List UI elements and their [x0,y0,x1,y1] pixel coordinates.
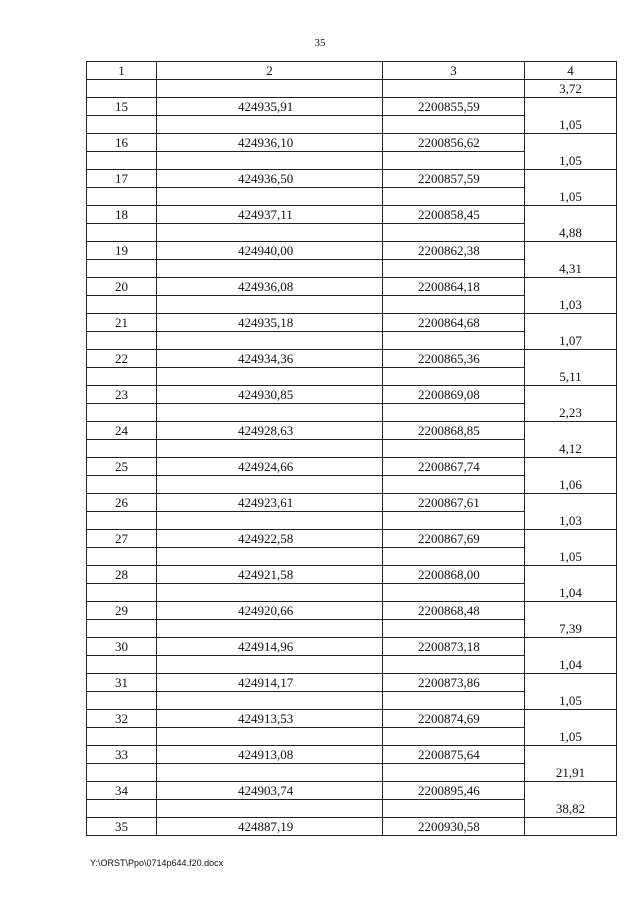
empty-cell [383,656,525,674]
segment-length: 1,03 [525,512,617,530]
empty-cell [157,404,383,422]
empty-cell [157,692,383,710]
empty-cell [383,800,525,818]
empty-cell [87,656,157,674]
point-number: 27 [87,530,157,548]
point-number: 23 [87,386,157,404]
segment-row [87,224,617,242]
empty-cell [525,674,617,692]
empty-cell [157,656,383,674]
x-coordinate: 424887,19 [157,818,383,836]
empty-cell [525,98,617,116]
y-coordinate: 2200858,45 [383,206,525,224]
empty-cell [87,800,157,818]
segment-length: 1,03 [525,296,617,314]
empty-cell [525,206,617,224]
y-coordinate: 2200865,36 [383,350,525,368]
segment-row [87,548,617,566]
x-coordinate: 424936,10 [157,134,383,152]
y-coordinate: 2200864,68 [383,314,525,332]
segment-row [87,512,617,530]
x-coordinate: 424913,08 [157,746,383,764]
y-coordinate: 2200895,46 [383,782,525,800]
segment-length: 4,31 [525,260,617,278]
y-coordinate: 2200855,59 [383,98,525,116]
column-header-length: 4 [525,62,617,80]
empty-cell [87,404,157,422]
segment-row [87,260,617,278]
segment-row [87,692,617,710]
segment-row [87,296,617,314]
empty-cell [87,548,157,566]
table-row [87,98,617,116]
empty-cell [87,224,157,242]
table-row [87,134,617,152]
empty-cell [525,170,617,188]
point-number: 22 [87,350,157,368]
x-coordinate: 424914,17 [157,674,383,692]
table-row [87,206,617,224]
empty-cell [383,224,525,242]
x-coordinate: 424923,61 [157,494,383,512]
empty-cell [383,512,525,530]
empty-cell [87,728,157,746]
empty-cell [383,764,525,782]
empty-cell [157,188,383,206]
point-number: 15 [87,98,157,116]
empty-cell [157,476,383,494]
empty-cell [383,548,525,566]
table-row [87,170,617,188]
y-coordinate: 2200874,69 [383,710,525,728]
empty-cell [87,620,157,638]
segment-length: 1,05 [525,152,617,170]
empty-cell [383,368,525,386]
empty-cell [157,728,383,746]
page-number: 35 [314,37,326,49]
empty-cell [525,710,617,728]
table-row [87,602,617,620]
table-row [87,386,617,404]
table-row [87,422,617,440]
table-row [87,278,617,296]
empty-cell [383,116,525,134]
segment-row [87,620,617,638]
empty-cell [157,764,383,782]
y-coordinate: 2200875,64 [383,746,525,764]
segment-length: 1,06 [525,476,617,494]
segment-length: 5,11 [525,368,617,386]
empty-cell [525,566,617,584]
x-coordinate: 424936,50 [157,170,383,188]
y-coordinate: 2200867,69 [383,530,525,548]
x-coordinate: 424913,53 [157,710,383,728]
empty-cell [525,746,617,764]
empty-cell [383,620,525,638]
empty-cell [157,440,383,458]
segment-row [87,728,617,746]
segment-length: 1,04 [525,656,617,674]
empty-cell [525,386,617,404]
y-coordinate: 2200930,58 [383,818,525,836]
y-coordinate: 2200867,74 [383,458,525,476]
empty-cell [87,296,157,314]
point-number: 17 [87,170,157,188]
empty-cell [87,152,157,170]
point-number: 25 [87,458,157,476]
segment-length: 7,39 [525,620,617,638]
segment-row [87,764,617,782]
point-number: 35 [87,818,157,836]
x-coordinate: 424934,36 [157,350,383,368]
empty-cell [383,260,525,278]
empty-cell [157,224,383,242]
y-coordinate: 2200869,08 [383,386,525,404]
segment-row [87,80,617,98]
x-coordinate: 424914,96 [157,638,383,656]
segment-row [87,152,617,170]
y-coordinate: 2200867,61 [383,494,525,512]
empty-cell [525,494,617,512]
empty-cell [525,602,617,620]
point-number: 19 [87,242,157,260]
empty-cell [157,296,383,314]
empty-cell [87,476,157,494]
empty-cell [87,80,157,98]
empty-cell [383,476,525,494]
empty-cell [525,782,617,800]
point-number: 21 [87,314,157,332]
point-number: 20 [87,278,157,296]
point-number: 31 [87,674,157,692]
x-coordinate: 424928,63 [157,422,383,440]
point-number: 26 [87,494,157,512]
table-row [87,458,617,476]
point-number: 24 [87,422,157,440]
empty-cell [87,332,157,350]
x-coordinate: 424937,11 [157,206,383,224]
empty-cell [383,188,525,206]
segment-length: 1,05 [525,728,617,746]
segment-row [87,188,617,206]
empty-cell [87,440,157,458]
empty-cell [383,296,525,314]
empty-cell [383,584,525,602]
x-coordinate: 424940,00 [157,242,383,260]
empty-cell [157,368,383,386]
empty-cell [87,692,157,710]
empty-cell [157,620,383,638]
empty-cell [157,332,383,350]
x-coordinate: 424936,08 [157,278,383,296]
segment-length: 38,82 [525,800,617,818]
segment-row [87,584,617,602]
column-header-x: 2 [157,62,383,80]
empty-cell [525,422,617,440]
y-coordinate: 2200857,59 [383,170,525,188]
empty-cell [383,692,525,710]
empty-cell [383,80,525,98]
segment-length: 1,05 [525,548,617,566]
empty-cell [525,134,617,152]
empty-cell [525,458,617,476]
y-coordinate: 2200873,86 [383,674,525,692]
segment-row [87,368,617,386]
table-row [87,494,617,512]
empty-cell [157,80,383,98]
point-number: 16 [87,134,157,152]
empty-cell [157,584,383,602]
empty-cell [525,314,617,332]
table-row [87,314,617,332]
file-path-footer: Y:\ORST\Ppo\0714p644.f20.docx [90,858,224,868]
table-row [87,638,617,656]
empty-cell [525,242,617,260]
segment-row [87,656,617,674]
table-row [87,530,617,548]
segment-length: 2,23 [525,404,617,422]
empty-cell [157,152,383,170]
empty-cell [383,332,525,350]
table-row [87,782,617,800]
segment-length: 1,05 [525,188,617,206]
empty-cell [87,584,157,602]
segment-row [87,800,617,818]
y-coordinate: 2200862,38 [383,242,525,260]
table-row [87,818,617,836]
point-number: 29 [87,602,157,620]
segment-row [87,404,617,422]
segment-row [87,440,617,458]
segment-length: 21,91 [525,764,617,782]
segment-length: 4,88 [525,224,617,242]
y-coordinate: 2200856,62 [383,134,525,152]
empty-cell [383,440,525,458]
segment-length: 1,04 [525,584,617,602]
point-number: 30 [87,638,157,656]
empty-cell [525,350,617,368]
empty-cell [87,260,157,278]
segment-row [87,332,617,350]
point-number: 34 [87,782,157,800]
empty-cell [383,404,525,422]
empty-cell [157,116,383,134]
segment-length: 1,05 [525,116,617,134]
table-row [87,746,617,764]
empty-cell [525,530,617,548]
table-row [87,710,617,728]
empty-cell [525,818,617,836]
point-number: 28 [87,566,157,584]
empty-cell [87,512,157,530]
point-number: 32 [87,710,157,728]
empty-cell [525,638,617,656]
x-coordinate: 424935,18 [157,314,383,332]
x-coordinate: 424921,58 [157,566,383,584]
empty-cell [87,368,157,386]
x-coordinate: 424930,85 [157,386,383,404]
table-row [87,350,617,368]
y-coordinate: 2200873,18 [383,638,525,656]
column-header-number: 1 [87,62,157,80]
table-body [87,80,617,836]
y-coordinate: 2200868,85 [383,422,525,440]
point-number: 33 [87,746,157,764]
segment-length: 4,12 [525,440,617,458]
empty-cell [87,764,157,782]
empty-cell [525,278,617,296]
segment-row [87,116,617,134]
empty-cell [383,728,525,746]
table-row [87,242,617,260]
table-row [87,674,617,692]
point-number: 18 [87,206,157,224]
segment-length: 1,05 [525,692,617,710]
table-row [87,566,617,584]
x-coordinate: 424922,58 [157,530,383,548]
segment-length: 3,72 [525,80,617,98]
y-coordinate: 2200868,00 [383,566,525,584]
empty-cell [157,260,383,278]
x-coordinate: 424903,74 [157,782,383,800]
empty-cell [87,188,157,206]
table-header-row [87,62,617,80]
empty-cell [87,116,157,134]
empty-cell [157,800,383,818]
empty-cell [157,548,383,566]
coordinates-table [86,61,617,836]
empty-cell [383,152,525,170]
x-coordinate: 424920,66 [157,602,383,620]
x-coordinate: 424935,91 [157,98,383,116]
column-header-y: 3 [383,62,525,80]
segment-length: 1,07 [525,332,617,350]
y-coordinate: 2200868,48 [383,602,525,620]
segment-row [87,476,617,494]
empty-cell [157,512,383,530]
x-coordinate: 424924,66 [157,458,383,476]
y-coordinate: 2200864,18 [383,278,525,296]
